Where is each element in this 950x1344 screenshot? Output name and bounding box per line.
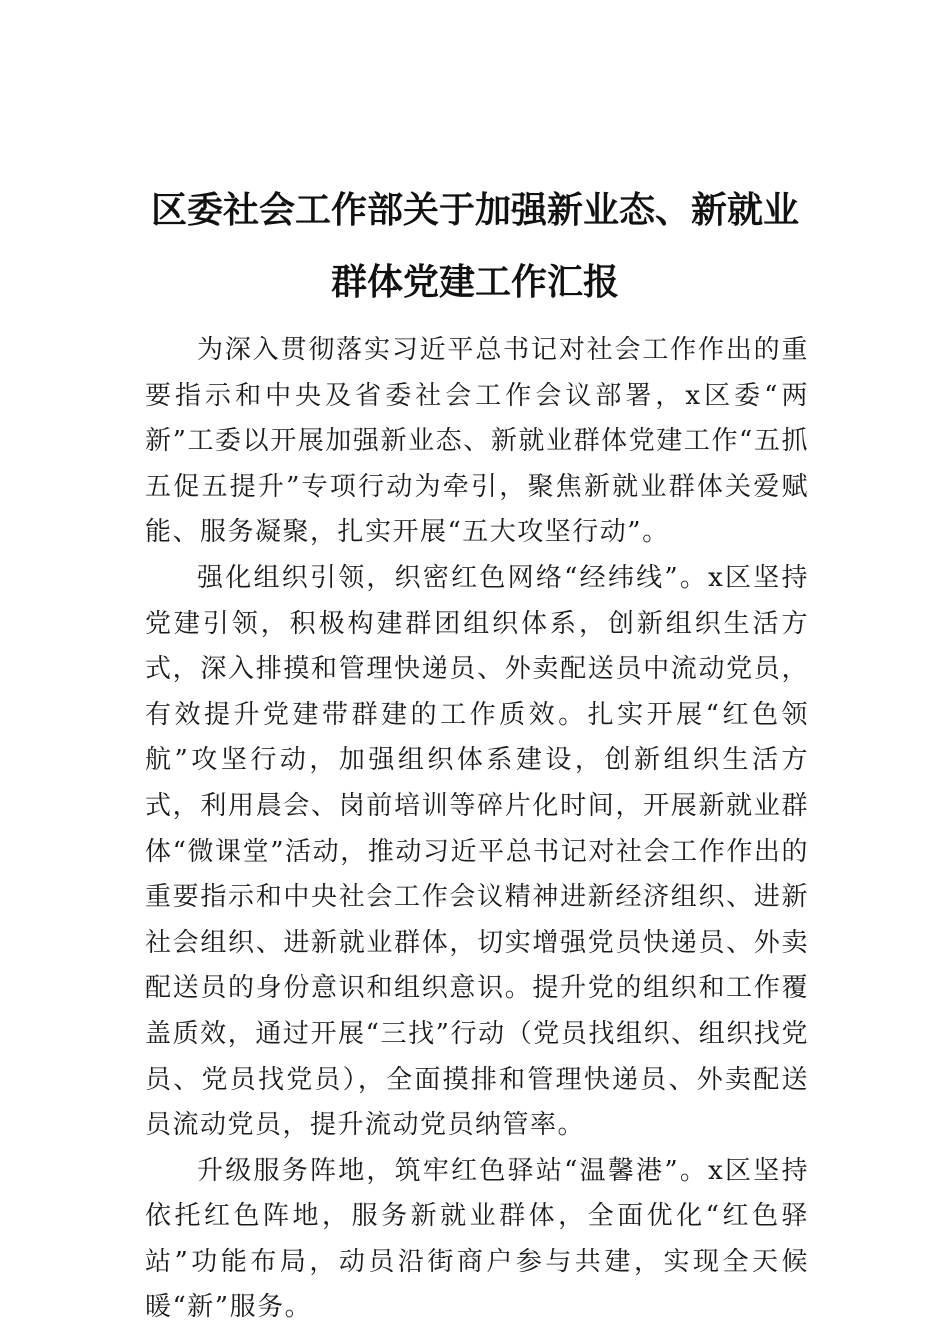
title-line-2: 群体党建工作汇报 [330, 261, 619, 304]
title-line-1: 区委社会工作部关于加强新业态、新就业 [150, 189, 799, 232]
document-title [130, 174, 820, 318]
paragraph-organization: 强化组织引领，织密红色网络“经纬线”。x区坚持党建引领，积极构建群团组织体系，创新组织生活方式，深入排摸和管理快递员、外卖配送员中流动党员，有效提升党建带群建的工作质效。扎实开展“红色领航”攻坚行动，加强组织体系建设，创新组织生活方式，利用晨会、岗前培训等碎片化时间，开展新就业群体“微课堂”活动，推动习近平总书记对社会工作作出的重要指示和中央社会工作会议精神进新经济组织、进新社会组织、进新就业群体，切实增强党员快递员、外卖配送员的身份意识和组织意识。提升党的组织和工作覆盖质效，通过开展“三找”行动（党员找组织、组织找党员、党员找党员），全面摸排和管理快递员、外卖配送员流动党员，提升流动党员纳管率。 [145, 562, 809, 1141]
document-body [145, 328, 809, 1331]
paragraph-intro: 为深入贯彻落实习近平总书记对社会工作作出的重要指示和中央及省委社会工作会议部署，x区委“两新”工委以开展加强新业态、新就业群体党建工作“五抓五促五提升”专项行动为牵引，聚焦新就业群体关爱赋能、服务凝聚，扎实开展“五大攻坚行动”。 [145, 335, 809, 548]
paragraph-service: 升级服务阵地，筑牢红色驿站“温馨港”。x区坚持依托红色阵地，服务新就业群体，全面优化“红色驿站”功能布局，动员沿街商户参与共建，实现全天候暖“新”服务。 [145, 1155, 809, 1323]
